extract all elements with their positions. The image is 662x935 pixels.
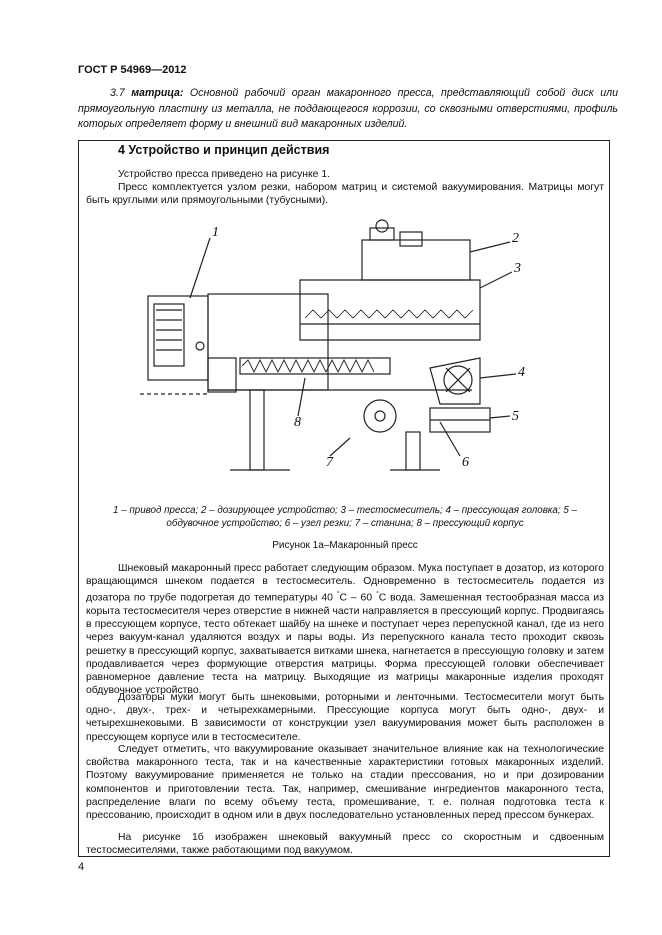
callout-6: 6 [462, 455, 469, 470]
drive-housing [148, 296, 208, 380]
definition-number: 3.7 [110, 87, 125, 99]
section-title: 4 Устройство и принцип действия [118, 143, 330, 157]
figure-title: Рисунок 1а–Макаронный пресс [272, 540, 418, 551]
stand-leg [250, 390, 264, 470]
callout-2: 2 [512, 231, 519, 246]
intro-paragraph-2: Пресс комплектуется узлом резки, набором матриц и системой вакуумирования. Матрицы могут быть круглыми или прямоугольными (тубусными). [86, 182, 604, 207]
callout-3: 3 [514, 261, 521, 276]
callout-5: 5 [512, 409, 519, 424]
body-paragraph-1: Шнековый макаронный пресс работает следующим образом. Мука поступает в дозатор, из которого вращающимся шнеком подается в тестосмеситель. Одновременно в тестосмеситель подается из дозатора по трубе подогретая до температуры 40 °С – 60 °С вода. Замешенная тестообразная масса из корыта тестосмесителя через отверстие в нижней части направляется в прессующий корпус. Продвигаясь в прессующем корпусе, тесто обтекает шайбу на шнеке и поступает через перепускной канал, где из него через вакуум-канал удаляются воздух и пары воды. Из перепускного канала тесто проходит сквозь решетку в прессующий корпус, захватывается витками шнека, нагнетается в прессующую головку и затем продавливается через формующие отверстия матрицы. Форма прессующей головки обеспечивает равномерное давление теста на матрицу. Выходящие из матрицы макаронные изделия проходят обдувочное устройство. [86, 563, 604, 697]
press-drawing [100, 208, 570, 480]
callout-7: 7 [326, 455, 333, 470]
blower-fan [364, 400, 396, 432]
dough-mixer [300, 280, 480, 340]
page-number: 4 [78, 861, 85, 873]
standard-header: ГОСТ Р 54969—2012 [78, 64, 187, 76]
definition-text: Основной рабочий орган макаронного пресса, представляющий собой диск или прямоугольную пластину из металла, не поддающегося коррозии, со сквозными отверстиями, профиль которых определяет форму и внешний вид макаронных изделий. [78, 87, 619, 130]
definition-term: матрица: [131, 87, 184, 99]
body-paragraph-3: Следует отметить, что вакуумирование оказывает значительное влияние как на технологические свойства макаронного теста, так и на качественные характеристики готовых макаронных изделий. Поэтому вакуумирование применяется не только на стадии прессования, но и при дозировании компонентов и приготовлении теста. Так, например, смешивание ингредиентов макаронного теста, распределение влаги по всему объему теста, промешивание, т. е. полная подготовка теста к прессованию, происходит в одном или в двух последовательно установленных перед прессом бункерах. [86, 744, 604, 822]
body-paragraph-4: На рисунке 1б изображен шнековый вакуумный пресс со скоростным и сдвоенным тестосмесителями, также работающими под вакуумом. [86, 832, 604, 857]
figure-legend: 1 – привод пресса; 2 – дозирующее устройство; 3 – тестосмеситель; 4 – прессующая головка; 5 – обдувочное устройство; 6 – узел резки; 7 – станина; 8 – прессующий корпус [113, 505, 577, 529]
callout-8: 8 [294, 415, 301, 430]
callout-4: 4 [518, 365, 525, 380]
term-definition [78, 86, 618, 133]
intro-paragraph-1: Устройство пресса приведено на рисунке 1. [118, 169, 331, 180]
callout-1: 1 [212, 225, 219, 240]
body-paragraph-2: Дозаторы муки могут быть шнековыми, роторными и ленточными. Тестосмесители могут быть одно-, двух-, трех- и четырехкамерными. Прессующие корпуса могут быть одно-, двух- и четырехшнековыми. В зависимости от конструкции узел вакуумирования может быть расположен в прессующем корпусе или в тестосмесителе. [86, 692, 604, 743]
